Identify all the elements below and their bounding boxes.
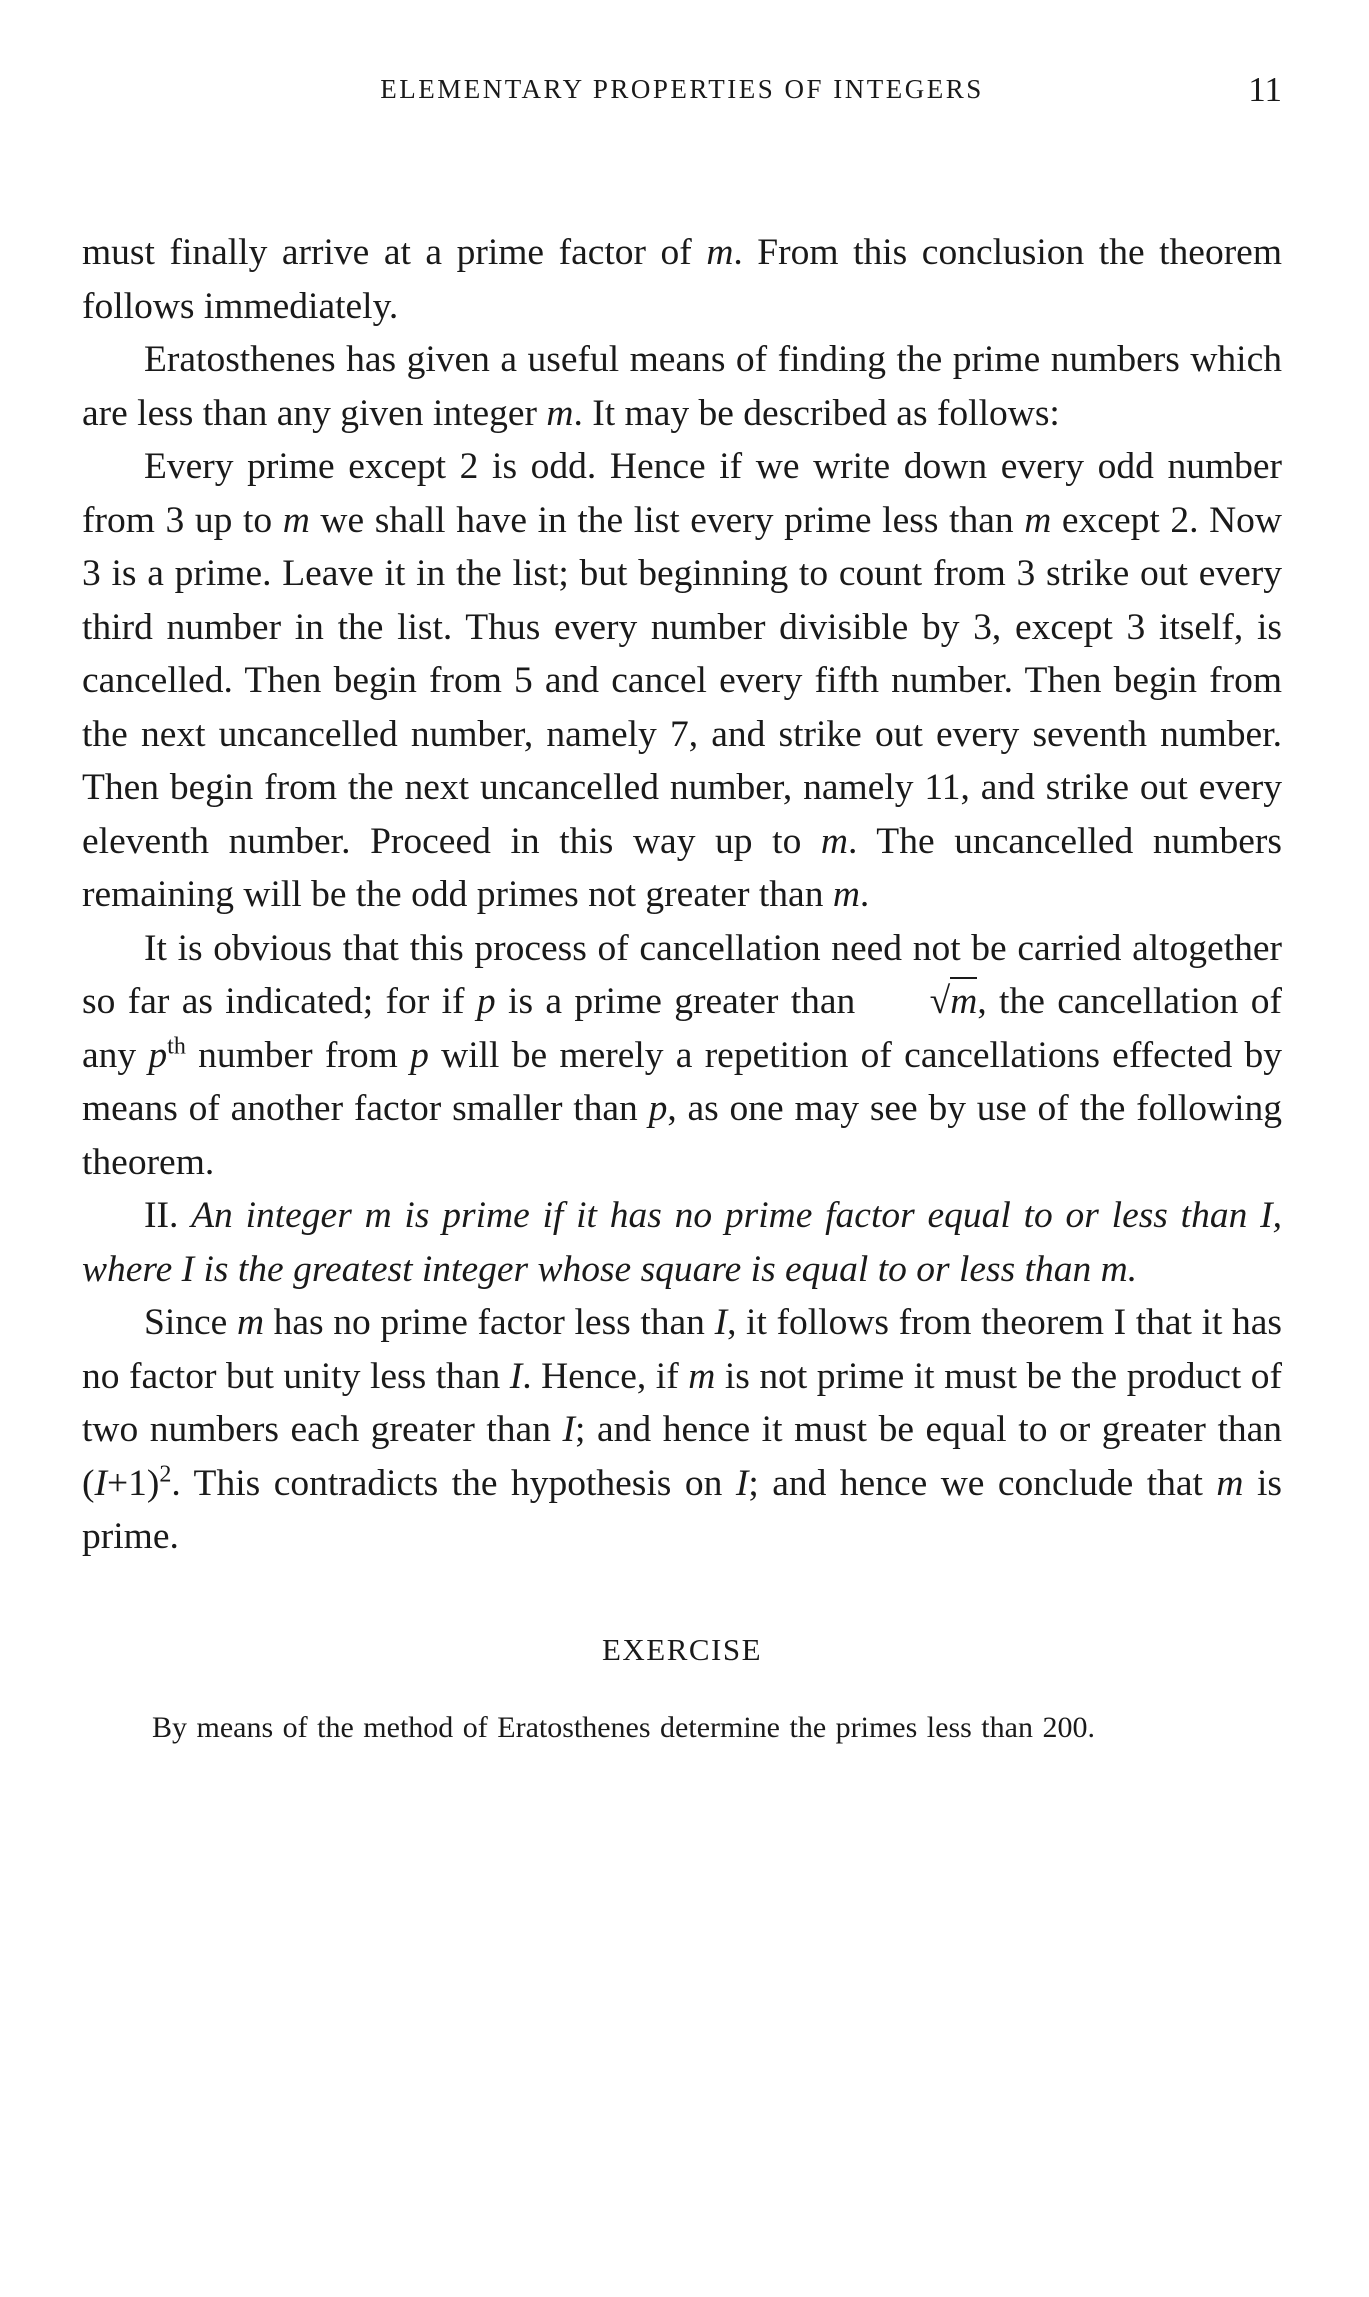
running-head xyxy=(82,70,1282,116)
paragraph-5: Since m has no prime factor less than I, it follows from theorem I that it has no factor but unity less than I. Hence, if m is not prime it must be the product of two numbers each greater than I; and hence it must be equal to or greater than $(I+1)^2$. This contradicts the hypothesis on I; and hence we conclude that m is prime. xyxy=(82,1302,1283,1557)
page-number: 11 xyxy=(1248,70,1282,109)
paragraph-2: Eratosthenes has given a useful means of finding the prime numbers which are less than any given integer m. It may be described as follows: xyxy=(82,339,1282,434)
exercise-heading: EXERCISE xyxy=(601,1631,763,1667)
theorem-ii: II. An integer m is prime if it has no prime factor equal to or less than I, where I is the greatest integer whose square is equal to or less than m. xyxy=(82,1195,1282,1290)
exercise-text: By means of the method of Eratosthenes determine the primes less than 200. xyxy=(152,1710,1095,1744)
paragraph-4: It is obvious that this process of cancellation need not be carried altogether so far as indicated; for if p is a prime greater than √m, the cancellation of any $p^{th}$ number from p will be merely a repetition of cancellations effected by means of another factor smaller than p, as one may see by use of the following theorem. xyxy=(82,927,1282,1183)
body-text xyxy=(82,226,1282,1564)
paragraph-1: must finally arrive at a prime factor of m. From this conclusion the theorem follows immediately. xyxy=(82,232,1282,327)
book-page xyxy=(82,70,1282,1754)
running-title: ELEMENTARY PROPERTIES OF INTEGERS xyxy=(380,74,984,104)
paragraph-3: Every prime except 2 is odd. Hence if we write down every odd number from 3 up to m we shall have in the list every prime less than m except 2. Now 3 is a prime. Leave it in the list; but beginning to count from 3 strike out every third number in the list. Thus every number divisible by 3, except 3 itself, is cancelled. Then begin from 5 and cancel every fifth number. Then begin from the next uncancelled number, namely 7, and strike out every seventh number. Then begin from the next uncancelled number, namely 11, and strike out every eleventh number. Proceed in this way up to m. The uncancelled numbers remaining will be the odd primes not greater than m. xyxy=(82,446,1283,915)
